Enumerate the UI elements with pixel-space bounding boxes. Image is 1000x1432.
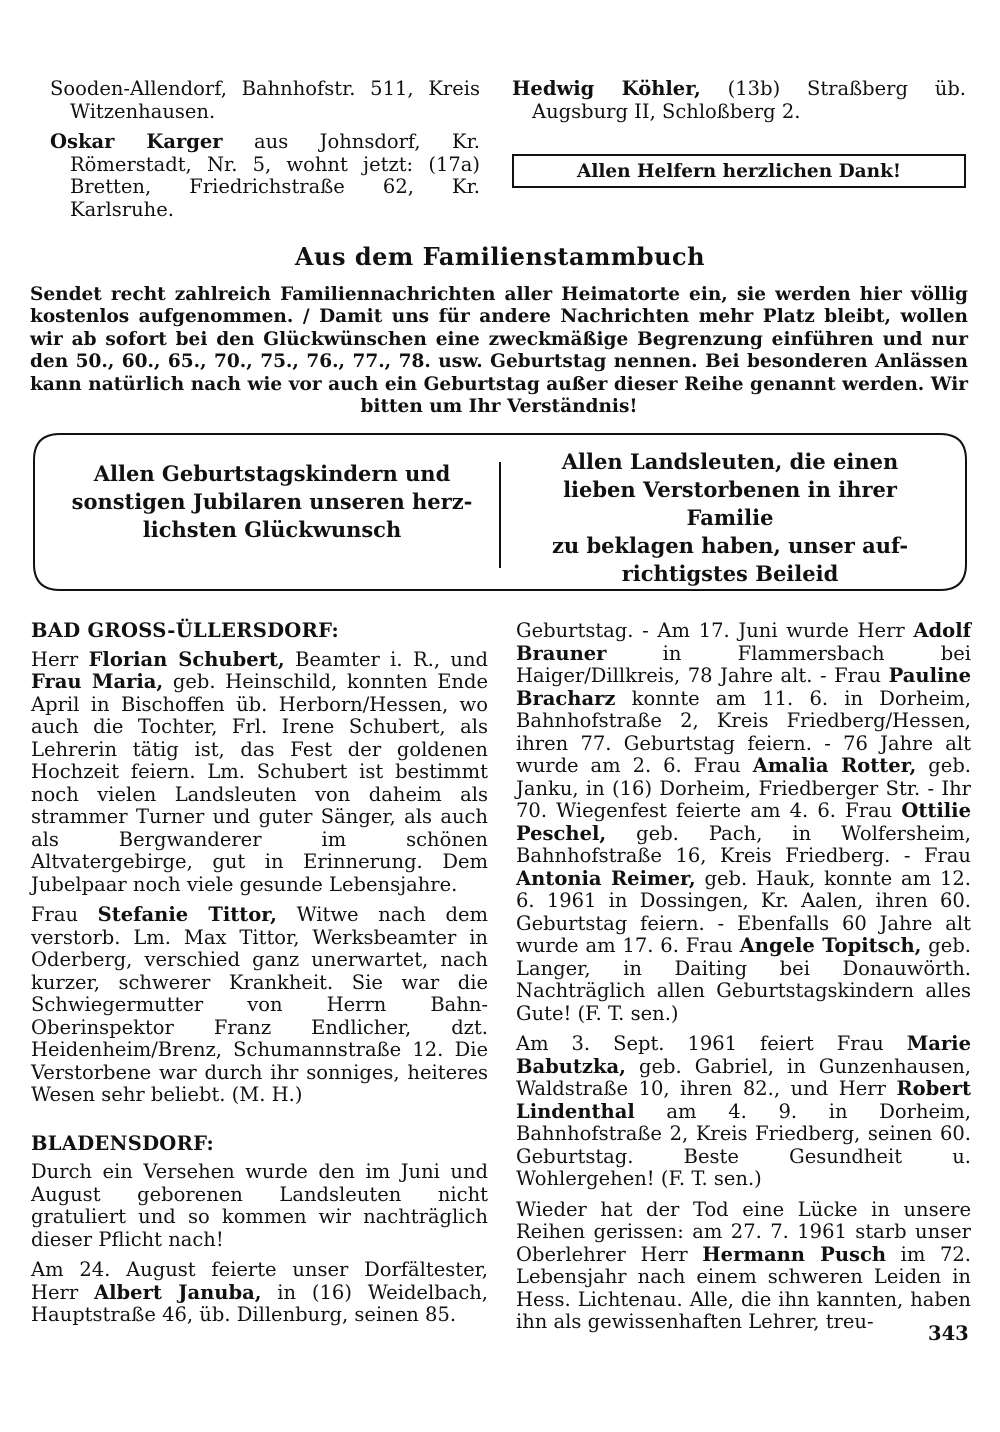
person-name: Florian Schubert, bbox=[88, 647, 285, 671]
person-name: Pauline Bracharz bbox=[516, 664, 971, 710]
person-name: Angele Topitsch, bbox=[739, 934, 922, 957]
news-schubert: Herr Florian Schubert, Beamter i. R., und Frau Maria, geb. Heinschild, konnten Ende April in Bischoffen üb. Herborn/Hessen, wo auch die Tochter, Frl. Irene Schubert, als Lehrerin tätig ist, das Fest der goldenen Hochzeit feiern. Lm. Schubert ist bestimmt noch vielen Landsleuten von daheim als strammer Turner und guter Sänger, als auch als Bergwanderer im schönen Altvatergebirge, gut in Erinnerung. Dem Jubelpaar noch viele gesunde Lebensjahre. bbox=[31, 647, 489, 896]
top-left-column bbox=[50, 78, 480, 221]
news-birthdays-september: Am 3. Sept. 1961 feiert Frau Marie Babutzka, geb. Gabriel, in Gunzenhausen, Waldstraße 10, ihren 82., und Herr Robert Lindenthal am 4. 9. in Dorheim, Bahnhofstraße 2, Kreis Friedberg, seinen 60. Geburtstag. Beste Gesundheit u. Wohlergehen! (F. T. sen.) bbox=[516, 1032, 971, 1190]
section-title: Aus dem Familienstammbuch bbox=[294, 242, 706, 271]
person-name: Ottilie Peschel, bbox=[516, 799, 971, 845]
person-name: Hermann Pusch bbox=[702, 1242, 887, 1266]
main-right-column bbox=[516, 620, 971, 1334]
greeting-frame bbox=[30, 430, 970, 594]
main-left-column bbox=[31, 620, 488, 1327]
news-bladensdorf-note: Durch ein Versehen wurde den im Juni und August geborenen Landsleuten nicht gratuliert und so kommen wir nachträglich dieser Pflicht nach! bbox=[31, 1160, 488, 1251]
news-tittor: Frau Stefanie Tittor, Witwe nach dem verstorb. Lm. Max Tittor, Werksbeamter in Oderberg, verschied ganz unerwartet, nach kurzer, schwerer Krankheit. Sie war die Schwiegermutter von Herrn Bahn-Oberinspektor Franz Endlicher, dzt. Heidenheim/Brenz, Schumannstraße 12. Die Verstorbene war durch ihr sonniges, heiteres Wesen sehr beliebt. (M. H.) bbox=[31, 903, 488, 1106]
person-name: Hedwig Köhler, bbox=[512, 77, 701, 100]
listing-koehler: Hedwig Köhler, (13b) Straßberg üb. Augsburg II, Schloßberg 2. bbox=[512, 77, 967, 123]
heading-bladensdorf: BLADENSDORF: bbox=[31, 1131, 215, 1155]
person-name: Antonia Reimer, bbox=[516, 866, 696, 890]
news-pusch-obituary: Wieder hat der Tod eine Lücke in unsere Reihen gerissen: am 27. 7. 1961 starb unser Oberlehrer Herr Hermann Pusch im 72. Lebensjahr nach einem schweren Leiden in Hess. Lichtenau. Alle, die ihn kannten, haben ihn als gewissenhaften Lehrer, treu- bbox=[516, 1197, 971, 1333]
person-name: Albert Januba, bbox=[93, 1280, 262, 1304]
birthday-greeting: Allen Geburtstagskindern und sonstigen Jubilaren unseren herz- lichsten Glückwunsch bbox=[71, 461, 473, 542]
person-name: Oskar Karger bbox=[50, 130, 223, 153]
person-name: Adolf Brauner bbox=[516, 619, 971, 665]
listing-sooden: Sooden-Allendorf, Bahnhofstr. 511, Kreis Witzenhausen. bbox=[50, 77, 480, 123]
news-januba: Am 24. August feierte unser Dorfältester, Herr Albert Januba, in (16) Weidelbach, Hauptstraße 46, üb. Dillenburg, seinen 85. bbox=[31, 1258, 488, 1326]
top-right-column bbox=[512, 78, 966, 123]
thanks-box: Allen Helfern herzlichen Dank! bbox=[512, 154, 966, 188]
person-name: Frau Maria, bbox=[31, 670, 164, 693]
person-name: Amalia Rotter, bbox=[752, 754, 917, 777]
person-name: Marie Babutzka, bbox=[516, 1032, 971, 1078]
page-number: 343 bbox=[928, 1322, 969, 1345]
person-name: Stefanie Tittor, bbox=[97, 903, 277, 926]
heading-bad-gross-ullersdorf: BAD GROSS-ÜLLERSDORF: bbox=[31, 619, 340, 642]
person-name: Robert Lindenthal bbox=[516, 1077, 971, 1123]
intro-paragraph: Sendet recht zahlreich Familiennachrichten aller Heimatorte ein, sie werden hier völlig kostenlos aufgenommen. / Damit uns für andere Nachrichten mehr Platz bleibt, wollen wir ab sofort bei den Glückwünschen eine zweckmäßige Begrenzung einführen und nur den 50., 60., 65., 70., 75., 76., 77., 78. usw. Geburtstag nennen. Bei besonderen Anlässen kann natürlich nach wie vor auch ein Geburtstag außer dieser Reihe genannt werden. Wir bitten um Ihr Verständnis! bbox=[30, 284, 968, 418]
listing-karger: Oskar Karger aus Johnsdorf, Kr. Römerstadt, Nr. 5, wohnt jetzt: (17a) Bretten, Friedrichstraße 62, Kr. Karlsruhe. bbox=[50, 130, 480, 221]
condolence-greeting: Allen Landsleuten, die einen lieben Verstorbenen in ihrer Familie zu beklagen haben, unser auf- richtigstes Beileid bbox=[551, 449, 909, 586]
news-birthdays-june: Geburtstag. - Am 17. Juni wurde Herr Adolf Brauner in Flammersbach bei Haiger/Dillkreis, 78 Jahre alt. - Frau Pauline Bracharz konnte am 11. 6. in Dorheim, Bahnhofstraße 2, Kreis Friedberg/Hessen, ihren 77. Geburtstag feiern. - 76 Jahre alt wurde am 2. 6. Frau Amalia Rotter, geb. Janku, in (16) Dorheim, Friedberger Str. - Ihr 70. Wiegenfest feierte am 4. 6. Frau Ottilie Peschel, geb. Pach, in Wolfersheim, Bahnhofstraße 16, Kreis Friedberg. - Frau Antonia Reimer, geb. Hauk, konnte am 12. 6. 1961 in Dossingen, Kr. Aalen, ihren 60. Geburtstag feiern. - Ebenfalls 60 Jahre alt wurde am 17. 6. Frau Angele Topitsch, geb. Langer, in Daiting bei Donauwörth. Nachträglich allen Geburtstagskindern alles Gute! (F. T. sen.) bbox=[516, 619, 972, 1025]
